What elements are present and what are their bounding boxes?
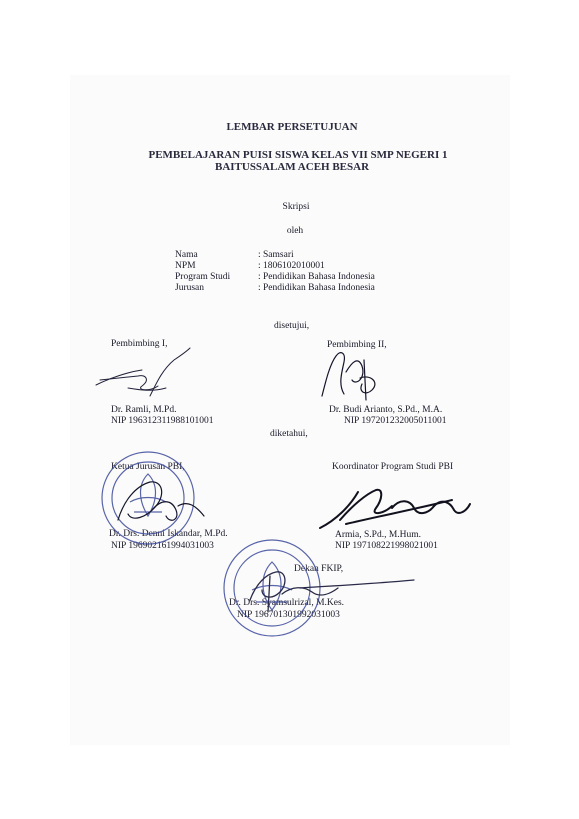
acknowledged-label: diketahui, — [270, 429, 308, 439]
supervisor1-role: Pembimbing I, — [111, 339, 168, 349]
supervisor2-nip: NIP 197201232005011001 — [344, 416, 447, 426]
head-dept-nip: NIP 196902161994031003 — [111, 541, 214, 551]
supervisor2-role: Pembimbing II, — [327, 340, 387, 350]
supervisor2-name: Dr. Budi Arianto, S.Pd., M.A. — [329, 405, 443, 415]
document-type: Skripsi — [282, 202, 310, 212]
author-by: oleh — [286, 226, 304, 236]
field-value-jurusan: : Pendidikan Bahasa Indonesia — [258, 283, 375, 293]
field-label-npm: NPM — [175, 261, 196, 271]
coordinator-name: Armia, S.Pd., M.Hum. — [335, 530, 422, 540]
dean-name: Dr. Drs. Syamsulrizal, M.Kes. — [229, 598, 345, 608]
field-label-program: Program Studi — [175, 272, 231, 282]
supervisor1-nip: NIP 196312311988101001 — [111, 416, 214, 426]
dean-role: Dekan FKIP, — [294, 564, 344, 574]
coordinator-role: Koordinator Program Studi PBI — [332, 462, 454, 472]
field-label-jurusan: Jurusan — [175, 283, 205, 293]
field-label-nama: Nama — [175, 250, 198, 260]
document-heading: LEMBAR PERSETUJUAN — [226, 121, 358, 133]
field-value-nama: : Samsari — [258, 250, 294, 260]
thesis-title-line1: PEMBELAJARAN PUISI SISWA KELAS VII SMP NEGERI 1 — [148, 149, 448, 161]
supervisor1-name: Dr. Ramli, M.Pd. — [111, 405, 177, 415]
coordinator-nip: NIP 197108221998021001 — [335, 541, 438, 551]
head-dept-role: Ketua Jurusan PBI, — [111, 462, 185, 472]
dean-nip: NIP 196701301992031003 — [237, 610, 340, 620]
thesis-title-line2: BAITUSSALAM ACEH BESAR — [214, 161, 370, 173]
field-value-program: : Pendidikan Bahasa Indonesia — [258, 272, 375, 282]
head-dept-name: Dr. Drs. Denni Iskandar, M.Pd. — [109, 529, 228, 539]
approved-label: disetujui, — [274, 321, 310, 331]
field-value-npm: : 1806102010001 — [258, 261, 325, 271]
